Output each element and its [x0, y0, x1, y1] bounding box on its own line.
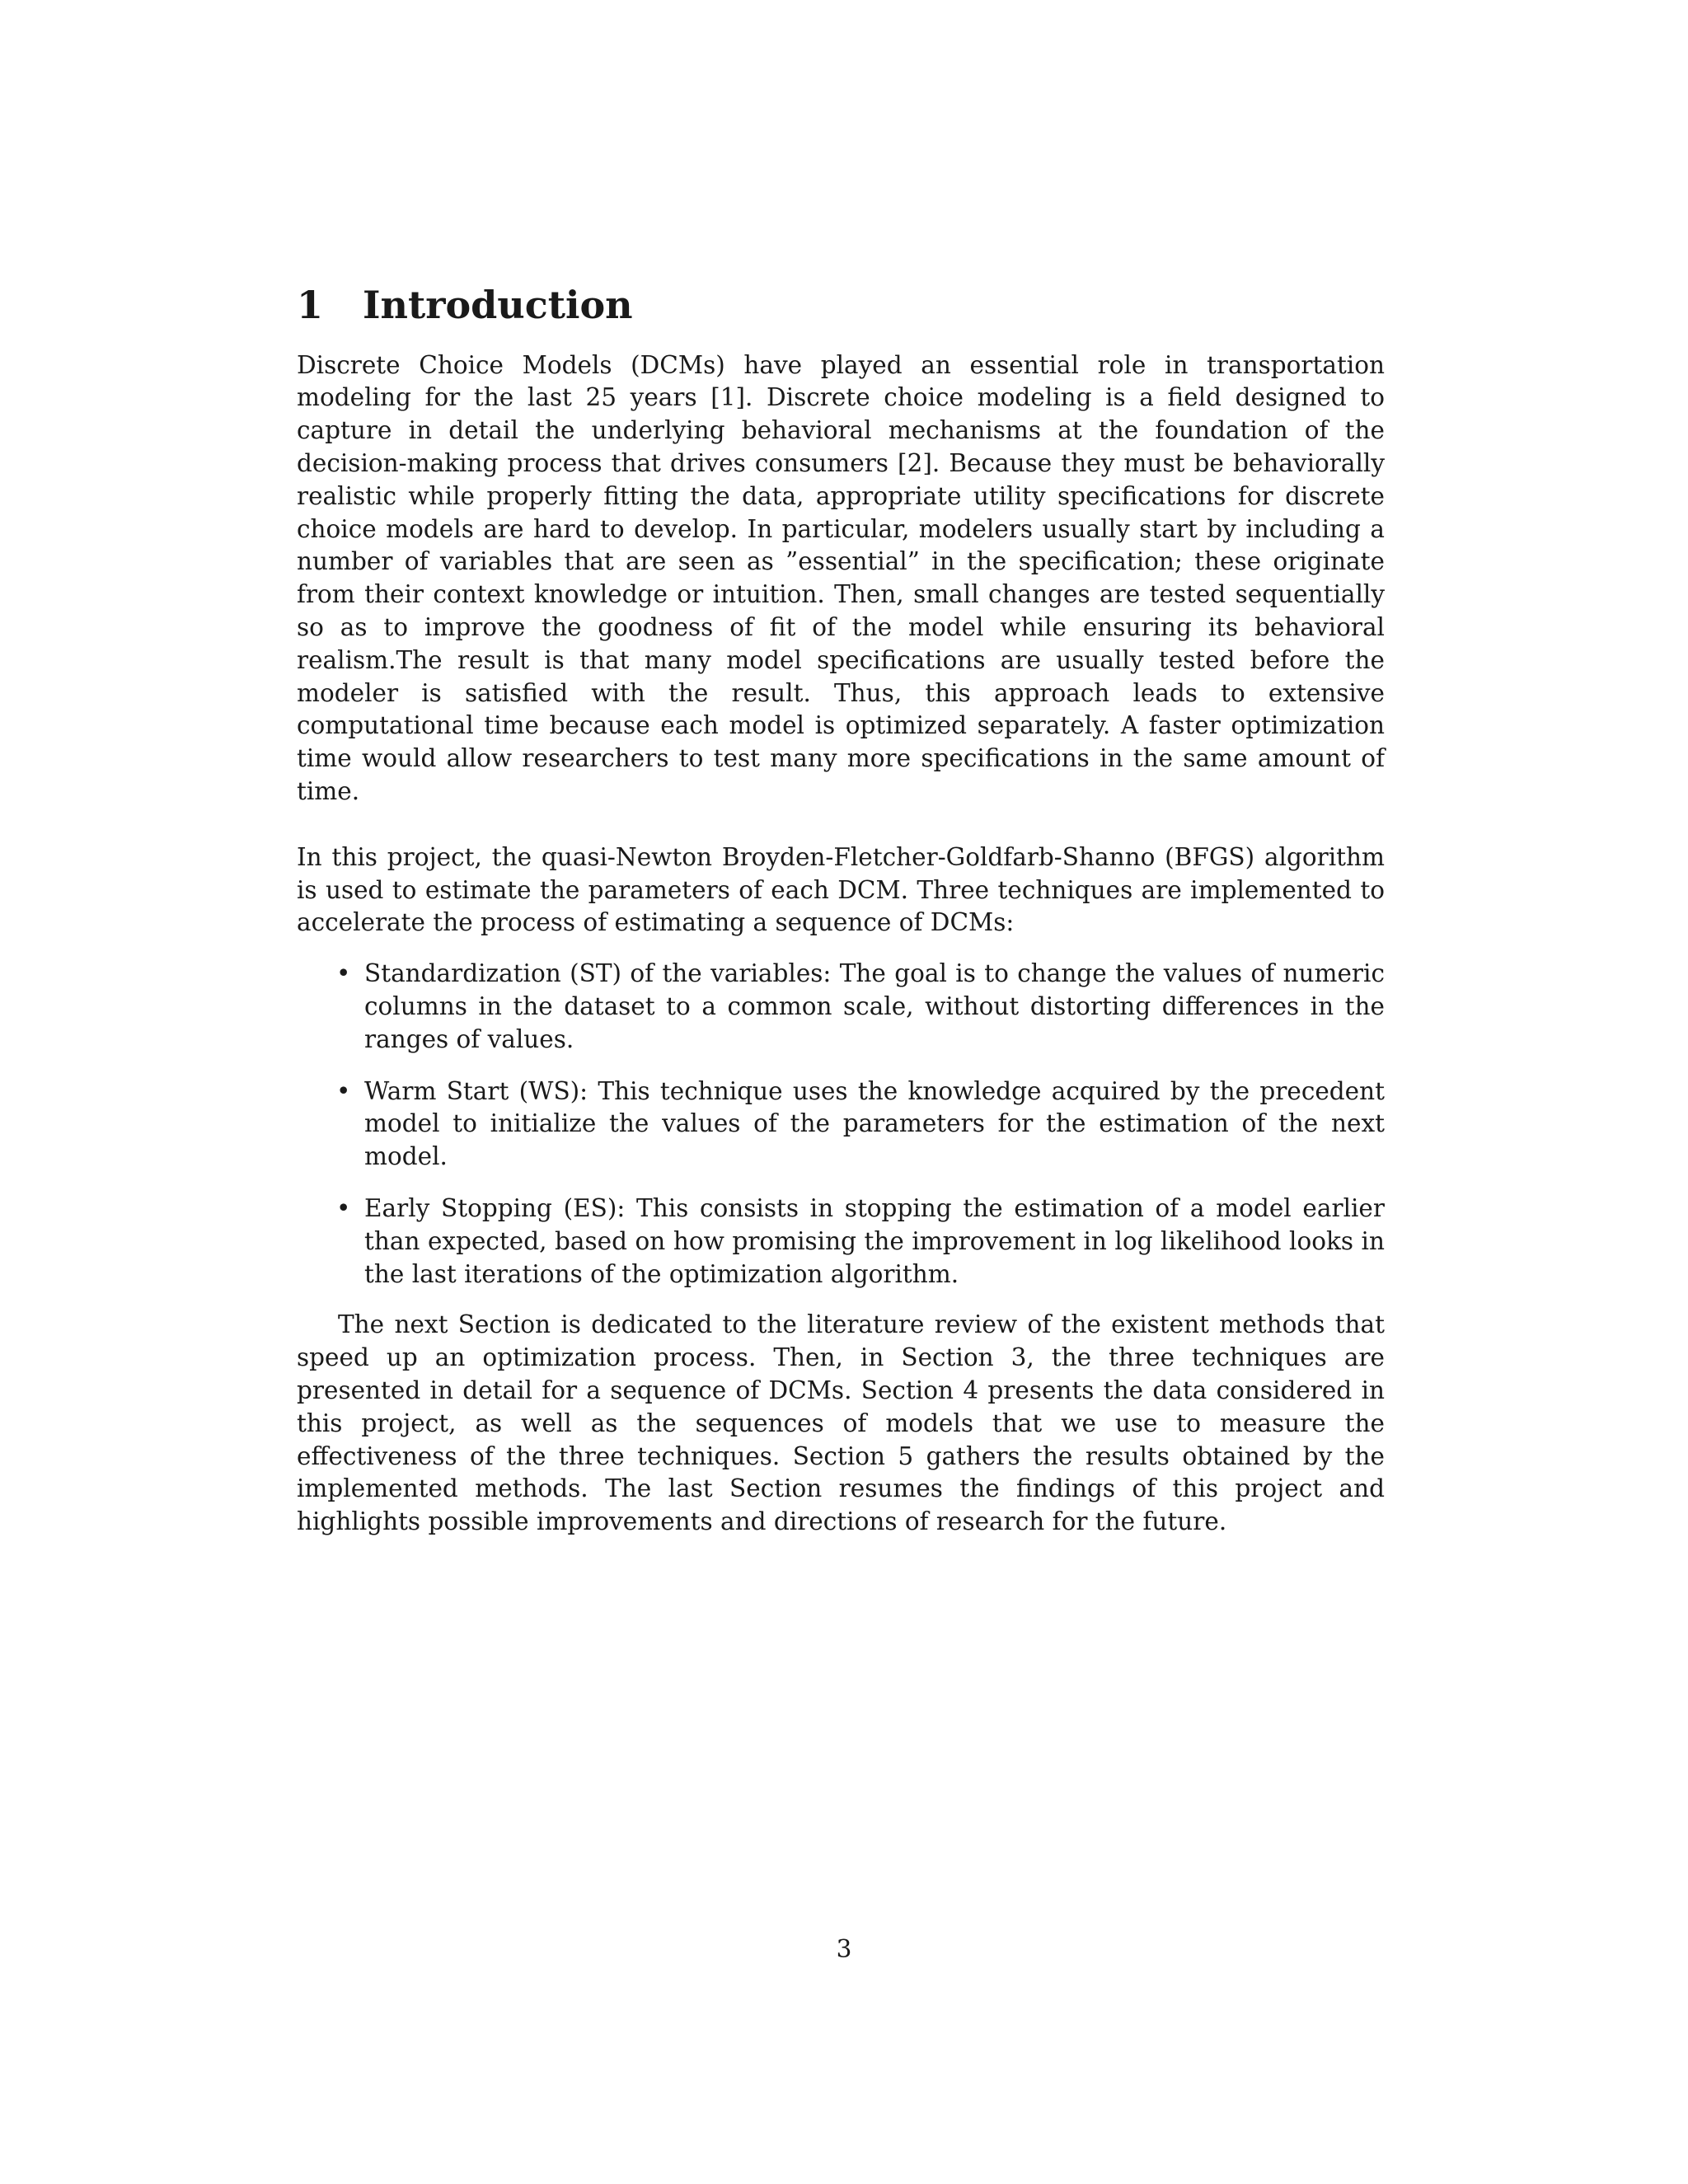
list-item-text: Standardization (ST) of the variables: The goal is to change the values of numeric columns in the dataset to a common scale, without distorting differences in the ranges of values.: [364, 959, 1385, 1053]
list-item-early-stopping: [297, 1193, 1385, 1291]
techniques-list: [297, 958, 1385, 1291]
list-item-text: Warm Start (WS): This technique uses the knowledge acquired by the precedent model to initialize the values of the parameters for the estimation of the next model.: [364, 1076, 1385, 1171]
list-item-text: Early Stopping (ES): This consists in stopping the estimation of a model earlier than expected, based on how promising the improvement in log likelihood looks in the last iterations of the optimization algorithm.: [364, 1193, 1385, 1288]
list-item-warm-start: [297, 1076, 1385, 1174]
page-content: [297, 284, 1385, 1539]
bullet-icon: •: [336, 959, 351, 988]
bullet-icon: •: [336, 1193, 351, 1222]
section-number: 1: [297, 283, 324, 327]
intro-paragraph-2: In this project, the quasi-Newton Broyden-Fletcher-Goldfarb-Shanno (BFGS) algorithm is used to estimate the parameters of each DCM. Three techniques are implemented to accelerate the process of estimating a sequence of DCMs:: [297, 842, 1385, 937]
section-title: Introduction: [363, 283, 633, 327]
list-item-standardization: [297, 958, 1385, 1056]
bullet-icon: •: [336, 1076, 351, 1105]
intro-paragraph-3: The next Section is dedicated to the literature review of the existent methods that speed up an optimization process. Then, in Section 3, the three techniques are presented in detail for a sequence of DCMs. Section 4 presents the data considered in this project, as well as the sequences of models that we use to measure the effectiveness of the three techniques. Section 5 gathers the results obtained by the implemented methods. The last Section resumes the findings of this project and highlights possible improvements and directions of research for the future.: [297, 1310, 1385, 1536]
intro-paragraph-1: Discrete Choice Models (DCMs) have played an essential role in transportation modeling for the last 25 years [1]. Discrete choice modeling is a field designed to capture in detail the underlying behavioral mechanisms at the foundation of the decision-making process that drives consumers [2]. Because they must be behaviorally realistic while properly fitting the data, appropriate utility specifications for discrete choice models are hard to develop. In particular, modelers usually start by including a number of variables that are seen as ”essential” in the specification; these originate from their context knowledge or intuition. Then, small changes are tested sequentially so as to improve the goodness of fit of the model while ensuring its behavioral realism.The result is that many model specifications are usually tested before the modeler is satisfied with the result. Thus, this approach leads to extensive computational time because each model is optimized separately. A faster optimization time would allow researchers to test many more specifications in the same amount of time.: [297, 350, 1385, 805]
page-number: 3: [836, 1935, 852, 1963]
section-heading: [297, 284, 1385, 326]
